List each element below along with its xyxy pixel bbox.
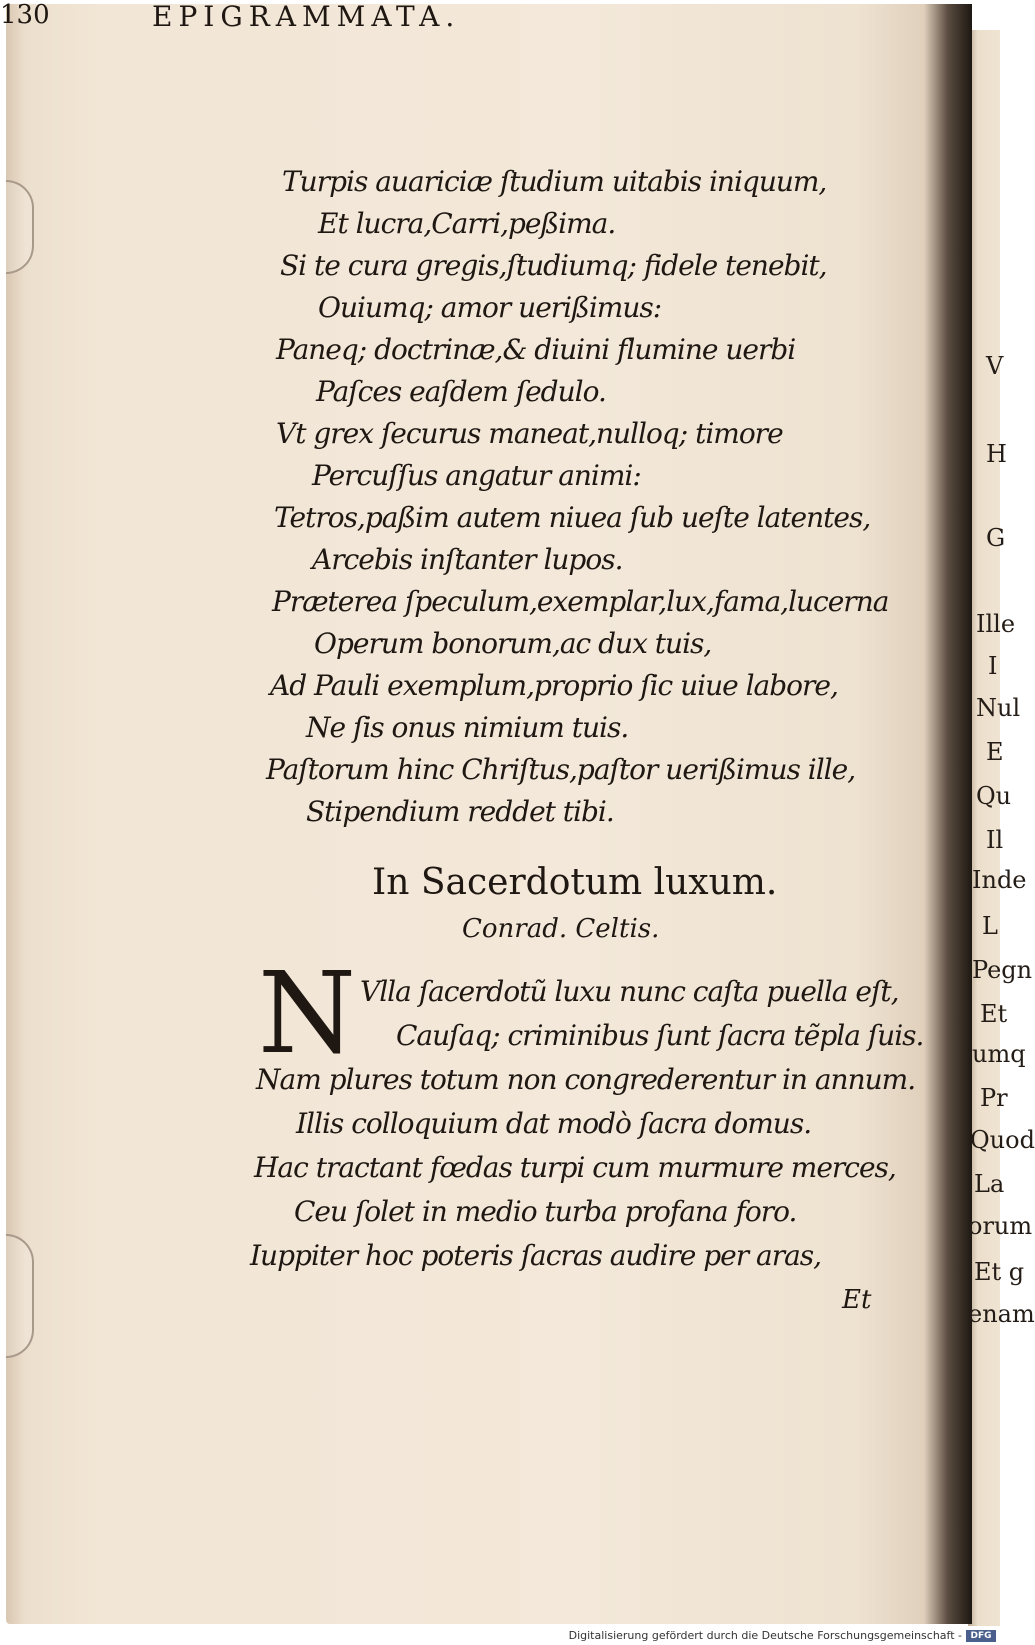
verse-line: Præterea ſpeculum,exemplar,lux,fama,lucerna (272, 585, 889, 618)
verse-line: Paneq; doctrinæ,& diuini flumine uerbi (276, 333, 796, 366)
verse-line: Ceu ſolet in medio turba profana foro. (294, 1195, 797, 1228)
verse-line: Turpis auariciæ ſtudium uitabis iniquum, (282, 165, 827, 198)
verse-line: Cauſaq; criminibus ſunt ſacra tẽpla ſuis. (396, 1019, 924, 1052)
verse-line: Paſtorum hinc Chriſtus,paſtor uerißimus ille, (266, 753, 856, 786)
facing-fragment: Quod (970, 1126, 1035, 1154)
verse-line: Ouiumq; amor uerißimus: (318, 291, 662, 324)
page-number: 130 (0, 0, 50, 30)
facing-fragment: La (974, 1170, 1005, 1198)
drop-cap-initial: N (258, 949, 356, 1079)
verse-line: Ne ſis onus nimium tuis. (306, 711, 629, 744)
facing-fragment: Pr (980, 1084, 1008, 1112)
facing-fragment: Qu (976, 782, 1012, 810)
facing-fragment: G (986, 524, 1006, 552)
facing-fragment: H (986, 440, 1007, 468)
binding-clasp-top (6, 180, 34, 274)
verse-line: Paſces eaſdem ſedulo. (316, 375, 606, 408)
digitization-footer (0, 1628, 1000, 1645)
facing-fragment: Et g (974, 1258, 1025, 1286)
verse-line: Stipendium reddet tibi. (306, 795, 614, 828)
verse-line: Iuppiter hoc poteris ſacras audire per aras, (250, 1239, 822, 1272)
facing-fragment: Pegn (972, 956, 1033, 984)
facing-fragment: Il (986, 826, 1004, 854)
verse-line: Operum bonorum,ac dux tuis, (314, 627, 712, 660)
page-title: EPIGRAMMATA. (152, 0, 461, 33)
verse-line: Vt grex ſecurus maneat,nulloq; timore (276, 417, 783, 450)
facing-fragment: Ille (976, 610, 1016, 638)
binding-clasp-bottom (6, 1234, 34, 1358)
dfg-logo-icon: DFG (966, 1630, 996, 1642)
verse-line: Et lucra,Carri,peßima. (318, 207, 616, 240)
facing-fragment: I (988, 652, 998, 680)
facing-fragment: Et (980, 1000, 1008, 1028)
facing-fragment: Inde (972, 866, 1027, 894)
facing-fragment: V (986, 352, 1004, 380)
verse-line: Illis colloquium dat modò ſacra domus. (296, 1107, 812, 1140)
catchword: Et (842, 1285, 872, 1315)
facing-fragment: E (986, 738, 1004, 766)
section-byline: Conrad. Celtis. (462, 914, 660, 944)
verse-line: Si te cura gregis,ſtudiumq; fidele tenebit, (280, 249, 827, 282)
facing-fragment: Nul (976, 694, 1021, 722)
verse-line: Vlla ſacerdotũ luxu nunc caſta puella eſt, (360, 975, 899, 1008)
funding-credit: Digitalisierung gefördert durch die Deutsche Forschungsgemeinschaft - (568, 1629, 962, 1642)
verse-line: Tetros,paßim autem niuea ſub ueſte latentes, (274, 501, 871, 534)
facing-fragment: orum (968, 1212, 1033, 1240)
verse-line: Hac tractant fœdas turpi cum murmure merces, (254, 1151, 896, 1184)
verse-line: Arcebis inſtanter lupos. (312, 543, 623, 576)
facing-fragment: umq (972, 1040, 1026, 1068)
facing-fragment: enam (968, 1300, 1035, 1328)
section-heading: In Sacerdotum luxum. (372, 862, 778, 903)
facing-fragment: L (982, 912, 998, 940)
verse-line: Percuſſus angatur animi: (312, 459, 641, 492)
verse-line: Nam plures totum non congrederentur in annum. (256, 1063, 916, 1096)
verse-line: Ad Pauli exemplum,proprio ſic uiue labore, (270, 669, 838, 702)
